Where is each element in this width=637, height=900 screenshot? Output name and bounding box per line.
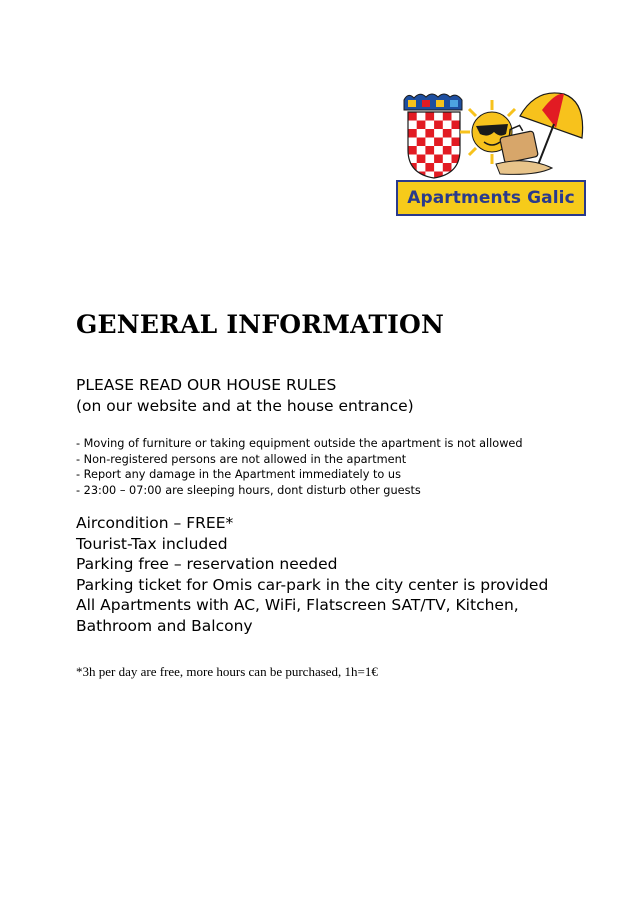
- amenity-line: Aircondition – FREE*: [76, 514, 234, 532]
- beach-towel-icon: [496, 161, 552, 175]
- amenity-line: Parking ticket for Omis car-park in the city center is provided: [76, 575, 549, 594]
- amenities-list: [76, 513, 548, 637]
- logo-illustration: [396, 88, 592, 180]
- amenity-line: Tourist-Tax included: [76, 534, 228, 553]
- crown-icon: [404, 94, 462, 110]
- house-rules-heading-line-2: (on our website and at the house entrance): [76, 397, 414, 415]
- page-title: GENERAL INFORMATION: [76, 310, 445, 339]
- amenity-line: Bathroom and Balcony: [76, 616, 253, 635]
- amenity-line: Parking free – reservation needed: [76, 555, 338, 574]
- house-rules-heading: [76, 375, 414, 417]
- house-rules-list: [76, 436, 523, 498]
- apartments-galic-logo: [396, 88, 592, 224]
- croatian-shield-icon: [408, 112, 460, 180]
- brand-name: Apartments Galic: [396, 180, 586, 216]
- house-rules-heading-line-1: PLEASE READ OUR HOUSE RULES: [76, 376, 337, 394]
- amenity-line: All Apartments with AC, WiFi, Flatscreen SAT/TV, Kitchen,: [76, 596, 519, 615]
- footnote: *3h per day are free, more hours can be purchased, 1h=1€: [76, 664, 378, 679]
- house-rule-item: - Non-registered persons are not allowed in the apartment: [76, 452, 407, 466]
- house-rule-item: - Report any damage in the Apartment immediately to us: [76, 468, 401, 481]
- house-rule-item: - 23:00 – 07:00 are sleeping hours, dont disturb other guests: [76, 483, 421, 497]
- house-rule-item: - Moving of furniture or taking equipment outside the apartment is not allowed: [76, 437, 523, 450]
